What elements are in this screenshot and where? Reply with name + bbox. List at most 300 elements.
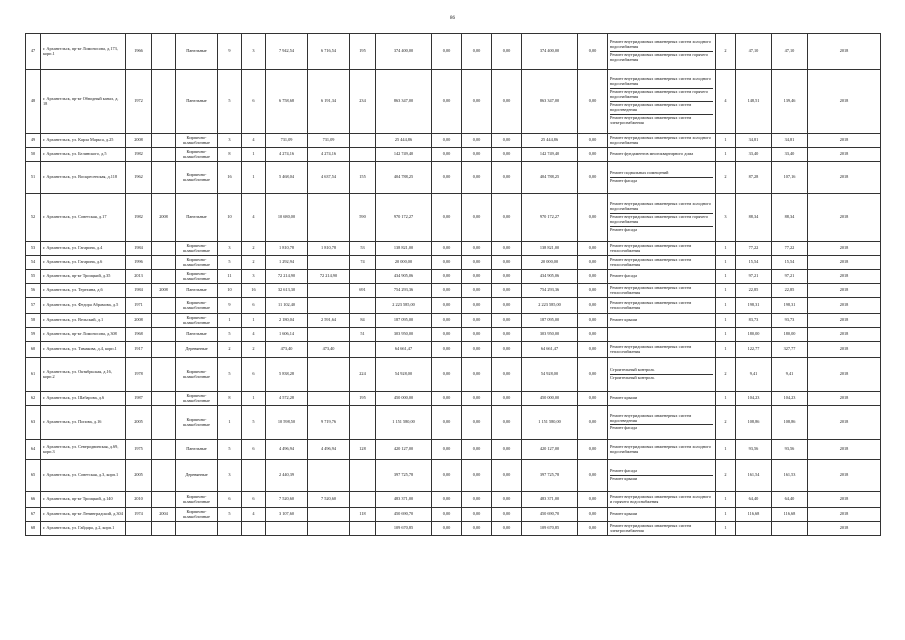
total-area-cell: 4 274,16 — [266, 148, 308, 162]
row-number-cell: 55 — [26, 270, 41, 284]
cost-owners-cell: 404 788,25 — [522, 162, 578, 194]
table-row — [26, 194, 881, 242]
cost-municipal-cell: 0,00 — [492, 298, 522, 314]
entrances-cell: 4 — [242, 194, 266, 242]
plan-year-cell: 2018 — [808, 508, 881, 522]
address-cell: г. Архангельск, ул. Воскресенская, д.118 — [41, 162, 126, 194]
cost-total-cell: 450 690,70 — [376, 508, 432, 522]
work-count-cell: 1 — [716, 508, 736, 522]
living-area-cell: 4 274,16 — [308, 148, 350, 162]
cost-fund-cell: 0,00 — [432, 342, 462, 358]
living-area-cell — [308, 460, 350, 492]
overhaul-year-cell — [152, 314, 176, 328]
cost-other-cell: 0,00 — [578, 522, 608, 536]
row-number-cell: 61 — [26, 358, 41, 392]
table-row — [26, 256, 881, 270]
cost-other-cell: 0,00 — [578, 460, 608, 492]
floors-cell: 1 — [218, 406, 242, 440]
work-types-cell — [608, 440, 716, 460]
plan-year-cell: 2018 — [808, 34, 881, 70]
address-cell: г. Архангельск, ул. Северодвинская, д.69, корп.3 — [41, 440, 126, 460]
cost-owners-cell: 970 172,27 — [522, 194, 578, 242]
total-area-cell: 1 292,94 — [266, 256, 308, 270]
max-unit-cost-cell: 161,53 — [772, 460, 808, 492]
table-row — [26, 508, 881, 522]
plan-year-cell: 2018 — [808, 328, 881, 342]
cost-owners-cell: 25 444,86 — [522, 134, 578, 148]
floors-cell: 5 — [218, 440, 242, 460]
address-cell: г. Архангельск, ул. Терехина, д.6 — [41, 284, 126, 298]
row-number-cell: 64 — [26, 440, 41, 460]
build-year-cell: 2005 — [126, 406, 152, 440]
address-cell: г. Архангельск, ул. Октябрьская, д.16, корп.2 — [41, 358, 126, 392]
overhaul-year-cell — [152, 492, 176, 508]
plan-year-cell: 2018 — [808, 242, 881, 256]
cost-municipal-cell: 0,00 — [492, 460, 522, 492]
cost-owners-cell: 1 151 580,00 — [522, 406, 578, 440]
work-count-cell: 2 — [716, 162, 736, 194]
unit-cost-cell: 77,22 — [736, 242, 772, 256]
work-types-cell — [608, 492, 716, 508]
cost-owners-cell: 142 749,40 — [522, 148, 578, 162]
total-area-cell: 10 598,50 — [266, 406, 308, 440]
row-number-cell: 49 — [26, 134, 41, 148]
cost-owners-cell: 64 661,47 — [522, 342, 578, 358]
wall-material-cell: Кирпично-шлакоблочные — [176, 392, 218, 406]
plan-year-cell: 2018 — [808, 70, 881, 134]
cost-municipal-cell: 0,00 — [492, 342, 522, 358]
living-area-cell: 1 810,78 — [308, 242, 350, 256]
work-types-cell — [608, 342, 716, 358]
residents-cell — [350, 460, 376, 492]
work-type-item: Ремонт внутридомовых инженерных систем теплоснабжения — [610, 299, 692, 310]
cost-fund-cell: 0,00 — [432, 242, 462, 256]
address-cell: г. Архангельск, пр-кт Троицкий, д.35 — [41, 270, 126, 284]
entrances-cell: 4 — [242, 508, 266, 522]
residents-cell: 74 — [350, 256, 376, 270]
work-types-cell — [608, 392, 716, 406]
address-cell: г. Архангельск, ул. Советская, д.3, корп.1 — [41, 460, 126, 492]
unit-cost-cell: 83,73 — [736, 314, 772, 328]
residents-cell: 234 — [350, 70, 376, 134]
work-types-cell — [608, 270, 716, 284]
floors-cell: 8 — [218, 148, 242, 162]
living-area-cell: 4 496,94 — [308, 440, 350, 460]
cost-other-cell: 0,00 — [578, 70, 608, 134]
cost-region-cell: 0,00 — [462, 284, 492, 298]
table-row — [26, 298, 881, 314]
total-area-cell: 72 214,90 — [266, 270, 308, 284]
row-number-cell: 50 — [26, 148, 41, 162]
cost-municipal-cell: 0,00 — [492, 440, 522, 460]
entrances-cell — [242, 460, 266, 492]
residents-cell — [350, 148, 376, 162]
cost-other-cell: 0,00 — [578, 162, 608, 194]
total-area-cell: 10 680,00 — [266, 194, 308, 242]
cost-other-cell: 0,00 — [578, 242, 608, 256]
unit-cost-cell: 22,85 — [736, 284, 772, 298]
build-year-cell: 1972 — [126, 70, 152, 134]
work-type-item: Ремонт внутридомовых инженерных систем водоотведения — [610, 412, 692, 423]
cost-region-cell: 0,00 — [462, 406, 492, 440]
floors-cell: 16 — [218, 162, 242, 194]
work-count-cell: 1 — [716, 342, 736, 358]
plan-year-cell: 2018 — [808, 298, 881, 314]
living-area-cell: 4 637,54 — [308, 162, 350, 194]
cost-region-cell: 0,00 — [462, 314, 492, 328]
living-area-cell — [308, 328, 350, 342]
work-type-item: Ремонт внутридомовых инженерных систем горячего водоснабжения — [610, 88, 713, 101]
floors-cell: 8 — [218, 392, 242, 406]
max-unit-cost-cell: 64,40 — [772, 492, 808, 508]
work-types-cell — [608, 34, 716, 70]
overhaul-year-cell — [152, 34, 176, 70]
living-area-cell — [308, 508, 350, 522]
living-area-cell: 9 719,76 — [308, 406, 350, 440]
overhaul-year-cell: 2008 — [152, 284, 176, 298]
cost-municipal-cell: 0,00 — [492, 508, 522, 522]
cost-total-cell: 754 293,36 — [376, 284, 432, 298]
cost-owners-cell: 109 670,85 — [522, 522, 578, 536]
max-unit-cost-cell: 77,22 — [772, 242, 808, 256]
cost-other-cell: 0,00 — [578, 328, 608, 342]
overhaul-year-cell — [152, 134, 176, 148]
work-type-item: Ремонт внутридомовых инженерных систем теплоснабжения — [610, 284, 692, 295]
table-row — [26, 522, 881, 536]
entrances-cell: 2 — [242, 242, 266, 256]
residents-cell: 84 — [350, 314, 376, 328]
work-type-item: Ремонт крыши — [610, 511, 638, 517]
address-cell: г. Архангельск, ул. Федора Абрамова, д.5 — [41, 298, 126, 314]
cost-region-cell: 0,00 — [462, 342, 492, 358]
residents-cell: 195 — [350, 34, 376, 70]
cost-municipal-cell: 0,00 — [492, 70, 522, 134]
work-count-cell: 1 — [716, 440, 736, 460]
table-row — [26, 342, 881, 358]
table-row — [26, 392, 881, 406]
address-cell: г. Архангельск, пр-кт Ломоносова, д.173, корп.1 — [41, 34, 126, 70]
wall-material-cell: Панельные — [176, 70, 218, 134]
work-types-cell — [608, 70, 716, 134]
row-number-cell: 67 — [26, 508, 41, 522]
cost-total-cell: 142 749,40 — [376, 148, 432, 162]
cost-municipal-cell: 0,00 — [492, 406, 522, 440]
cost-region-cell: 0,00 — [462, 256, 492, 270]
total-area-cell: 4 496,94 — [266, 440, 308, 460]
work-count-cell: 4 — [716, 70, 736, 134]
residents-cell: 224 — [350, 358, 376, 392]
address-cell: г. Архангельск, ул. Вельский, д.1 — [41, 314, 126, 328]
plan-year-cell: 2018 — [808, 358, 881, 392]
wall-material-cell: Деревянные — [176, 342, 218, 358]
cost-total-cell: 303 950,00 — [376, 328, 432, 342]
living-area-cell: 473,40 — [308, 342, 350, 358]
work-type-item: Ремонт внутридомовых инженерных систем электроснабжения — [610, 114, 713, 127]
build-year-cell: 1982 — [126, 194, 152, 242]
cost-other-cell: 0,00 — [578, 406, 608, 440]
wall-material-cell: Кирпично-шлакоблочные — [176, 508, 218, 522]
work-count-cell: 1 — [716, 392, 736, 406]
build-year-cell: 1982 — [126, 148, 152, 162]
row-number-cell: 62 — [26, 392, 41, 406]
living-area-cell: 72 214,90 — [308, 270, 350, 284]
build-year-cell: 1966 — [126, 34, 152, 70]
address-cell: г. Архангельск, пр-кт Ленинградский, д.304 — [41, 508, 126, 522]
work-type-item: Ремонт внутридомовых инженерных систем холодного водоснабжения — [610, 443, 712, 454]
entrances-cell: 4 — [242, 328, 266, 342]
unit-cost-cell: 122,77 — [736, 342, 772, 358]
build-year-cell — [126, 522, 152, 536]
work-type-item: Ремонт фасада — [610, 273, 638, 279]
entrances-cell: 6 — [242, 492, 266, 508]
max-unit-cost-cell: 9,41 — [772, 358, 808, 392]
floors-cell: 5 — [218, 358, 242, 392]
cost-region-cell: 0,00 — [462, 242, 492, 256]
living-area-cell: 7 520,60 — [308, 492, 350, 508]
cost-total-cell: 863 347,00 — [376, 70, 432, 134]
overhaul-year-cell — [152, 522, 176, 536]
unit-cost-cell: 116,68 — [736, 508, 772, 522]
total-area-cell: 5 838,28 — [266, 358, 308, 392]
cost-other-cell: 0,00 — [578, 298, 608, 314]
living-area-cell — [308, 358, 350, 392]
cost-region-cell: 0,00 — [462, 358, 492, 392]
work-type-item: Строительный контроль — [610, 367, 655, 373]
cost-fund-cell: 0,00 — [432, 148, 462, 162]
cost-fund-cell: 0,00 — [432, 314, 462, 328]
build-year-cell: 1971 — [126, 298, 152, 314]
cost-fund-cell: 0,00 — [432, 162, 462, 194]
work-type-item: Ремонт внутридомовых инженерных систем электроснабжения — [610, 522, 692, 533]
cost-total-cell: 404 788,25 — [376, 162, 432, 194]
max-unit-cost-cell: 327,77 — [772, 342, 808, 358]
plan-year-cell: 2018 — [808, 406, 881, 440]
residents-cell — [350, 492, 376, 508]
living-area-cell — [308, 256, 350, 270]
work-type-item: Ремонт фундаментов многоквартирного дома — [610, 151, 694, 157]
unit-cost-cell: 34,81 — [736, 134, 772, 148]
table-row — [26, 314, 881, 328]
cost-owners-cell: 54 928,00 — [522, 358, 578, 392]
floors-cell: 11 — [218, 270, 242, 284]
floors-cell: 5 — [218, 328, 242, 342]
overhaul-year-cell — [152, 440, 176, 460]
work-types-cell — [608, 194, 716, 242]
work-count-cell: 2 — [716, 460, 736, 492]
row-number-cell: 58 — [26, 314, 41, 328]
cost-other-cell: 0,00 — [578, 314, 608, 328]
plan-year-cell: 2018 — [808, 134, 881, 148]
cost-municipal-cell: 0,00 — [492, 242, 522, 256]
table-row — [26, 358, 881, 392]
residents-cell — [350, 342, 376, 358]
work-type-item: Ремонт внутридомовых инженерных систем холодного и горячего водоснабжения — [610, 493, 712, 504]
cost-total-cell: 109 670,85 — [376, 522, 432, 536]
floors-cell — [218, 522, 242, 536]
cost-owners-cell: 863 347,00 — [522, 70, 578, 134]
work-type-item: Ремонт крыши — [610, 395, 638, 401]
work-type-item: Ремонт внутридомовых инженерных систем водоотведения — [610, 101, 713, 114]
cost-total-cell: 187 095,00 — [376, 314, 432, 328]
work-count-cell: 1 — [716, 134, 736, 148]
cost-region-cell: 0,00 — [462, 34, 492, 70]
table-row — [26, 242, 881, 256]
max-unit-cost-cell: 93,73 — [772, 314, 808, 328]
cost-owners-cell: 450 690,70 — [522, 508, 578, 522]
build-year-cell: 2008 — [126, 134, 152, 148]
entrances-cell: 2 — [242, 256, 266, 270]
table-row — [26, 70, 881, 134]
table-row — [26, 34, 881, 70]
residents-cell: 590 — [350, 194, 376, 242]
cost-fund-cell: 0,00 — [432, 70, 462, 134]
wall-material-cell: Кирпично-шлакоблочные — [176, 242, 218, 256]
cost-total-cell: 2 223 585,00 — [376, 298, 432, 314]
max-unit-cost-cell: 108,86 — [772, 406, 808, 440]
work-types-cell — [608, 256, 716, 270]
entrances-cell: 5 — [242, 406, 266, 440]
plan-year-cell: 2018 — [808, 460, 881, 492]
cost-region-cell: 0,00 — [462, 440, 492, 460]
floors-cell: 3 — [218, 242, 242, 256]
plan-year-cell: 2018 — [808, 148, 881, 162]
entrances-cell: 3 — [242, 270, 266, 284]
cost-owners-cell: 450 000,00 — [522, 392, 578, 406]
unit-cost-cell: 104,23 — [736, 392, 772, 406]
max-unit-cost-cell — [772, 522, 808, 536]
table-row — [26, 406, 881, 440]
entrances-cell: 6 — [242, 440, 266, 460]
residents-cell — [350, 134, 376, 148]
residents-cell: 53 — [350, 242, 376, 256]
address-cell: г. Архангельск, пр-кт Троицкий, д.140 — [41, 492, 126, 508]
work-count-cell: 3 — [716, 194, 736, 242]
cost-fund-cell: 0,00 — [432, 134, 462, 148]
cost-municipal-cell: 0,00 — [492, 134, 522, 148]
cost-municipal-cell: 0,00 — [492, 162, 522, 194]
work-types-cell — [608, 134, 716, 148]
overhaul-year-cell — [152, 148, 176, 162]
work-types-cell — [608, 284, 716, 298]
cost-fund-cell: 0,00 — [432, 460, 462, 492]
overhaul-year-cell — [152, 162, 176, 194]
table-body — [26, 34, 881, 536]
address-cell: г. Архангельск, ул. Попова, д.16 — [41, 406, 126, 440]
cost-region-cell: 0,00 — [462, 194, 492, 242]
plan-year-cell: 2018 — [808, 440, 881, 460]
table-row — [26, 162, 881, 194]
total-area-cell: 7 520,60 — [266, 492, 308, 508]
plan-year-cell: 2018 — [808, 256, 881, 270]
build-year-cell: 2013 — [126, 270, 152, 284]
row-number-cell: 68 — [26, 522, 41, 536]
unit-cost-cell — [736, 522, 772, 536]
overhaul-year-cell — [152, 298, 176, 314]
max-unit-cost-cell: 88,34 — [772, 194, 808, 242]
work-count-cell: 1 — [716, 270, 736, 284]
overhaul-year-cell — [152, 460, 176, 492]
total-area-cell: 1 606,14 — [266, 328, 308, 342]
total-area-cell: 2 440,39 — [266, 460, 308, 492]
wall-material-cell: Кирпично-шлакоблочные — [176, 256, 218, 270]
cost-total-cell: 1 151 580,00 — [376, 406, 432, 440]
address-cell: г. Архангельск, ул. Белинского, д.5 — [41, 148, 126, 162]
floors-cell: 5 — [218, 256, 242, 270]
work-count-cell: 1 — [716, 256, 736, 270]
cost-fund-cell: 0,00 — [432, 194, 462, 242]
cost-total-cell: 374 400,00 — [376, 34, 432, 70]
cost-region-cell: 0,00 — [462, 392, 492, 406]
max-unit-cost-cell: 47,10 — [772, 34, 808, 70]
cost-municipal-cell: 0,00 — [492, 492, 522, 508]
cost-owners-cell: 483 371,00 — [522, 492, 578, 508]
address-cell: г. Архангельск, ул. Шабарова, д.6 — [41, 392, 126, 406]
entrances-cell: 6 — [242, 298, 266, 314]
cost-municipal-cell: 0,00 — [492, 392, 522, 406]
page-number: 86 — [450, 16, 455, 21]
cost-fund-cell: 0,00 — [432, 492, 462, 508]
plan-year-cell: 2018 — [808, 392, 881, 406]
row-number-cell: 63 — [26, 406, 41, 440]
overhaul-year-cell: 2004 — [152, 508, 176, 522]
work-count-cell: 1 — [716, 284, 736, 298]
cost-other-cell: 0,00 — [578, 358, 608, 392]
work-count-cell: 1 — [716, 492, 736, 508]
cost-municipal-cell: 0,00 — [492, 148, 522, 162]
residents-cell: 118 — [350, 508, 376, 522]
address-cell: г. Архангельск, ул. Советская, д.17 — [41, 194, 126, 242]
floors-cell: 5 — [218, 508, 242, 522]
cost-total-cell: 450 000,00 — [376, 392, 432, 406]
row-number-cell: 54 — [26, 256, 41, 270]
entrances-cell: 1 — [242, 314, 266, 328]
work-type-item: Ремонт внутридомовых инженерных систем горячего водоснабжения — [610, 213, 713, 226]
cost-region-cell: 0,00 — [462, 148, 492, 162]
address-cell: г. Архангельск, пр-кт Обводный канал, д. 18 — [41, 70, 126, 134]
cost-total-cell: 970 172,27 — [376, 194, 432, 242]
living-area-cell — [308, 298, 350, 314]
plan-year-cell: 2018 — [808, 314, 881, 328]
floors-cell: 2 — [218, 342, 242, 358]
entrances-cell: 1 — [242, 148, 266, 162]
cost-municipal-cell: 0,00 — [492, 34, 522, 70]
address-cell: г. Архангельск, пр-кт Ломоносова, д.308 — [41, 328, 126, 342]
wall-material-cell: Кирпично-шлакоблочные — [176, 270, 218, 284]
cost-owners-cell: 374 400,00 — [522, 34, 578, 70]
wall-material-cell: Кирпично-шлакоблочные — [176, 492, 218, 508]
address-cell: г. Архангельск, ул. Карла Маркса, д.25 — [41, 134, 126, 148]
cost-other-cell: 0,00 — [578, 194, 608, 242]
living-area-cell — [308, 194, 350, 242]
work-types-cell — [608, 148, 716, 162]
floors-cell: 3 — [218, 460, 242, 492]
unit-cost-cell: 108,86 — [736, 406, 772, 440]
build-year-cell: 1962 — [126, 162, 152, 194]
cost-total-cell: 420 127,00 — [376, 440, 432, 460]
work-type-item: Ремонт внутридомовых инженерных систем холодного водоснабжения — [610, 201, 712, 212]
wall-material-cell: Кирпично-шлакоблочные — [176, 406, 218, 440]
overhaul-year-cell: 2008 — [152, 194, 176, 242]
row-number-cell: 51 — [26, 162, 41, 194]
plan-year-cell: 2018 — [808, 522, 881, 536]
work-type-item: Ремонт внутридомовых инженерных систем теплоснабжения — [610, 242, 692, 253]
work-types-cell — [608, 328, 716, 342]
living-area-cell: 6 191,34 — [308, 70, 350, 134]
cost-region-cell: 0,00 — [462, 270, 492, 284]
cost-region-cell: 0,00 — [462, 460, 492, 492]
build-year-cell: 1968 — [126, 328, 152, 342]
work-count-cell: 2 — [716, 358, 736, 392]
